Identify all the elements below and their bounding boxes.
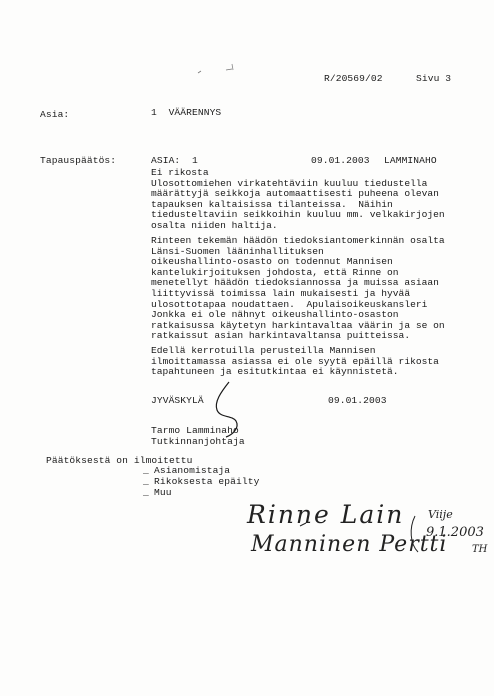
text-line: Edellä kerrotuilla perusteilla Mannisen: [151, 345, 376, 356]
text-line: ratkaisussa käytetyn harkintavaltaa väärin ja se on: [151, 319, 445, 331]
text-line: tapauksen kaltaisissa tilanteissa. Näihin: [151, 198, 393, 210]
signatory-name: Tarmo Lamminaho: [151, 425, 239, 436]
tapauspaatos-label: Tapauspäätös:: [40, 155, 117, 166]
text-line: kantelukirjoituksen johdosta, että Rinne on: [151, 266, 399, 278]
reference-number: R/20569/02: [324, 73, 383, 84]
page-number: Sivu 3: [416, 73, 452, 84]
notified-item: Rikoksesta epäilty: [154, 476, 260, 487]
notified-checkbox: _: [143, 476, 149, 487]
handwritten-note-date: 9.1.2003: [426, 525, 484, 540]
handwritten-line-2: Manninen Pertti: [251, 532, 448, 557]
text-line: ulosottotapaa noudattaen. Apulaisoikeuskansleri: [151, 298, 428, 310]
case-asia: ASIA: 1: [151, 155, 198, 166]
text-line: oikeushallinto-osasto on todennut Mannisen: [151, 256, 393, 268]
handwritten-line-1: Rinne Lain: [247, 500, 405, 529]
text-line: menetellyt häädön tiedoksiannossa ja muissa asiaan: [151, 277, 439, 289]
asia-label: Asia:: [40, 109, 70, 120]
notified-item: Asianomistaja: [154, 465, 231, 476]
text-line: tiedusteltaviin seikkoihin kuuluu mm. velkakirjojen: [151, 209, 445, 221]
text-line: ilmoittamassa asiassa ei ole syytä epäillä rikosta: [151, 355, 439, 367]
decision-maker: LAMMINAHO: [384, 155, 437, 166]
notified-heading: Päätöksestä on ilmoitettu: [46, 455, 193, 466]
signatory-title: Tutkinnanjohtaja: [151, 436, 245, 447]
text-line: liittyvissä toimissa lain mukaisesti ja hyvää: [151, 287, 411, 299]
notified-item: Muu: [154, 487, 172, 498]
text-line: osalta niiden haltija.: [151, 219, 278, 231]
notified-checkbox: _: [143, 487, 149, 498]
handwritten-initials: TH: [472, 544, 488, 555]
notified-checkbox: _: [143, 465, 149, 476]
handwritten-note-word: Viije: [428, 508, 453, 521]
signoff-place: JYVÄSKYLÄ: [151, 395, 204, 406]
asia-value: 1 VÄÄRENNYS: [151, 107, 222, 118]
text-line: Rinteen tekemän häädön tiedoksiantomerkinnän osalta: [151, 235, 445, 246]
text-line: Ei rikosta: [151, 167, 209, 178]
signoff-date: 09.01.2003: [328, 395, 387, 406]
text-line: Jonkka ei ole nähnyt oikeushallinto-osaston: [151, 309, 399, 321]
text-line: Länsi-Suomen lääninhallituksen: [151, 245, 324, 257]
text-line: tapahtuneen ja esitutkintaa ei käynnistetä.: [151, 366, 399, 378]
decision-date: 09.01.2003: [311, 155, 370, 166]
text-line: määrättyjä seikkoja automaattisesti puheena olevan: [151, 188, 439, 200]
text-line: ratkaissut asian harkintavaltansa puitteissa.: [151, 330, 411, 342]
text-line: Ulosottomiehen virkatehtäviin kuuluu tiedustella: [151, 177, 428, 189]
